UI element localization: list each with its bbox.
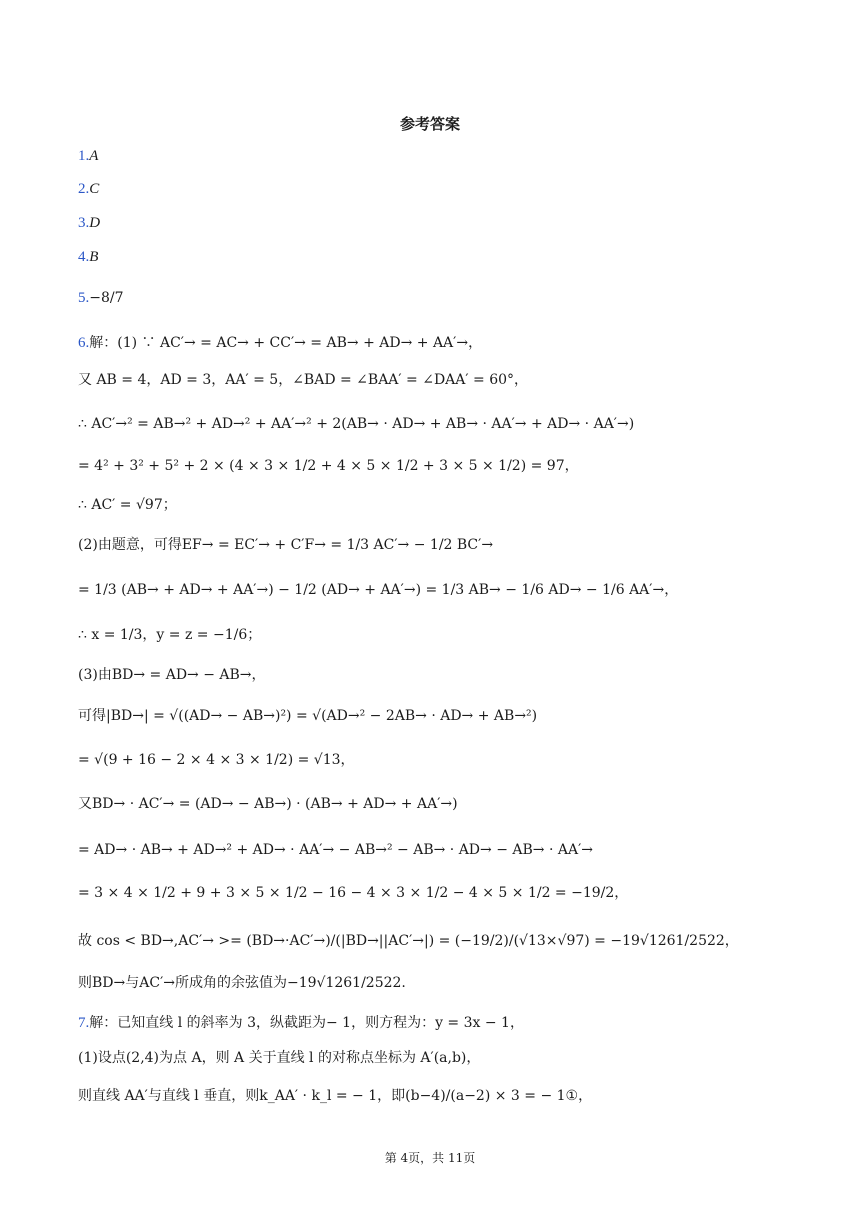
- answer-number: 4.: [78, 249, 90, 265]
- solution-text: (1)设点(2,4)为点 A，则 A 关于直线 l 的对称点坐标为 A′(a,b)，: [78, 1050, 481, 1066]
- answer-text: D: [89, 215, 101, 231]
- solution-text: 解：已知直线 l 的斜率为 3，纵截距为− 1，则方程为：y = 3x − 1，: [89, 1015, 524, 1031]
- page-title: 参考答案: [399, 115, 460, 133]
- solution-line: [78, 973, 406, 993]
- solution-text: = 4² + 3² + 5² + 2 × (4 × 3 × 1/2 + 4 × 5 × 1/2 + 3 × 5 × 1/2) = 97，: [78, 458, 579, 474]
- solution-text: 故 cos < BD→,AC′→ >= (BD→·AC′→)/(|BD→||AC′→|) = (−19/2)/(√13×√97) = −19√1261/2522，: [78, 933, 739, 949]
- answer-text: B: [89, 249, 99, 265]
- solution-text: = 1/3 (AB→ + AD→ + AA′→) − 1/2 (AD→ + AA′→) = 1/3 AB→ − 1/6 AD→ − 1/6 AA′→，: [78, 582, 679, 598]
- solution-line: [78, 665, 266, 685]
- question-number: 7.: [78, 1015, 90, 1031]
- solution-text: 又 AB = 4，AD = 3，AA′ = 5，∠BAD = ∠BAA′ = ∠DAA′ = 60°，: [78, 372, 529, 388]
- solution-text: 则直线 AA′与直线 l 垂直，则k_AA′ · k_l = − 1，即(b−4)/(a−2) × 3 = − 1①，: [78, 1088, 593, 1104]
- answer-number: 5.: [78, 290, 90, 306]
- solution-line: [78, 706, 537, 726]
- solution-line: [78, 840, 593, 860]
- solution-line: [78, 580, 678, 600]
- solution-text: = AD→ · AB→ + AD→² + AD→ · AA′→ − AB→² − AB→ · AD→ − AB→ · AA′→: [78, 842, 593, 858]
- answer-text: C: [89, 181, 100, 197]
- solution-line: [78, 1048, 480, 1068]
- solution-line: [78, 535, 493, 555]
- solution-text: 又BD→ · AC′→ = (AD→ − AB→) · (AB→ + AD→ + AA′→): [78, 796, 458, 812]
- solution-line: [78, 625, 261, 645]
- solution-line: [78, 931, 739, 951]
- answer-text: A: [89, 148, 99, 164]
- solution-line: [78, 883, 628, 903]
- page-footer: 第 4页，共 11页: [384, 1151, 476, 1165]
- solution-text: 解：(1) ∵ AC′→ = AC→ + CC′→ = AB→ + AD→ + AA′→，: [89, 335, 483, 351]
- answer-line: [78, 288, 124, 308]
- solution-line: [78, 794, 458, 814]
- solution-line: [78, 495, 177, 515]
- answer-text: −8/7: [89, 290, 124, 306]
- solution-text: (2)由题意，可得EF→ = EC′→ + C′F→ = 1/3 AC′→ − 1/2 BC′→: [78, 537, 494, 553]
- solution-line: [78, 1013, 524, 1033]
- answer-number: 2.: [78, 181, 90, 197]
- solution-text: ∴ AC′ = √97；: [78, 497, 177, 513]
- solution-line: [78, 456, 579, 476]
- answer-number: 1.: [78, 148, 90, 164]
- solution-line: [78, 1086, 592, 1106]
- answer-line: [78, 247, 98, 267]
- solution-line: [78, 414, 634, 434]
- answer-line: [78, 179, 99, 199]
- solution-text: ∴ AC′→² = AB→² + AD→² + AA′→² + 2(AB→ · AD→ + AB→ · AA′→ + AD→ · AA′→): [78, 416, 635, 432]
- solution-line: [78, 370, 528, 390]
- solution-text: 可得|BD→| = √((AD→ − AB→)²) = √(AD→² − 2AB→ · AD→ + AB→²): [78, 708, 538, 724]
- solution-line: [78, 750, 355, 770]
- solution-text: = 3 × 4 × 1/2 + 9 + 3 × 5 × 1/2 − 16 − 4 × 3 × 1/2 − 4 × 5 × 1/2 = −19/2，: [78, 885, 629, 901]
- solution-text: 则BD→与AC′→所成角的余弦值为−19√1261/2522.: [78, 975, 406, 991]
- solution-line: [78, 333, 482, 353]
- answer-line: [78, 146, 98, 166]
- solution-text: (3)由BD→ = AD→ − AB→，: [78, 667, 266, 683]
- answer-line: [78, 213, 100, 233]
- solution-text: ∴ x = 1/3，y = z = −1/6；: [78, 627, 262, 643]
- question-number: 6.: [78, 335, 90, 351]
- solution-text: = √(9 + 16 − 2 × 4 × 3 × 1/2) = √13，: [78, 752, 355, 768]
- answer-number: 3.: [78, 215, 90, 231]
